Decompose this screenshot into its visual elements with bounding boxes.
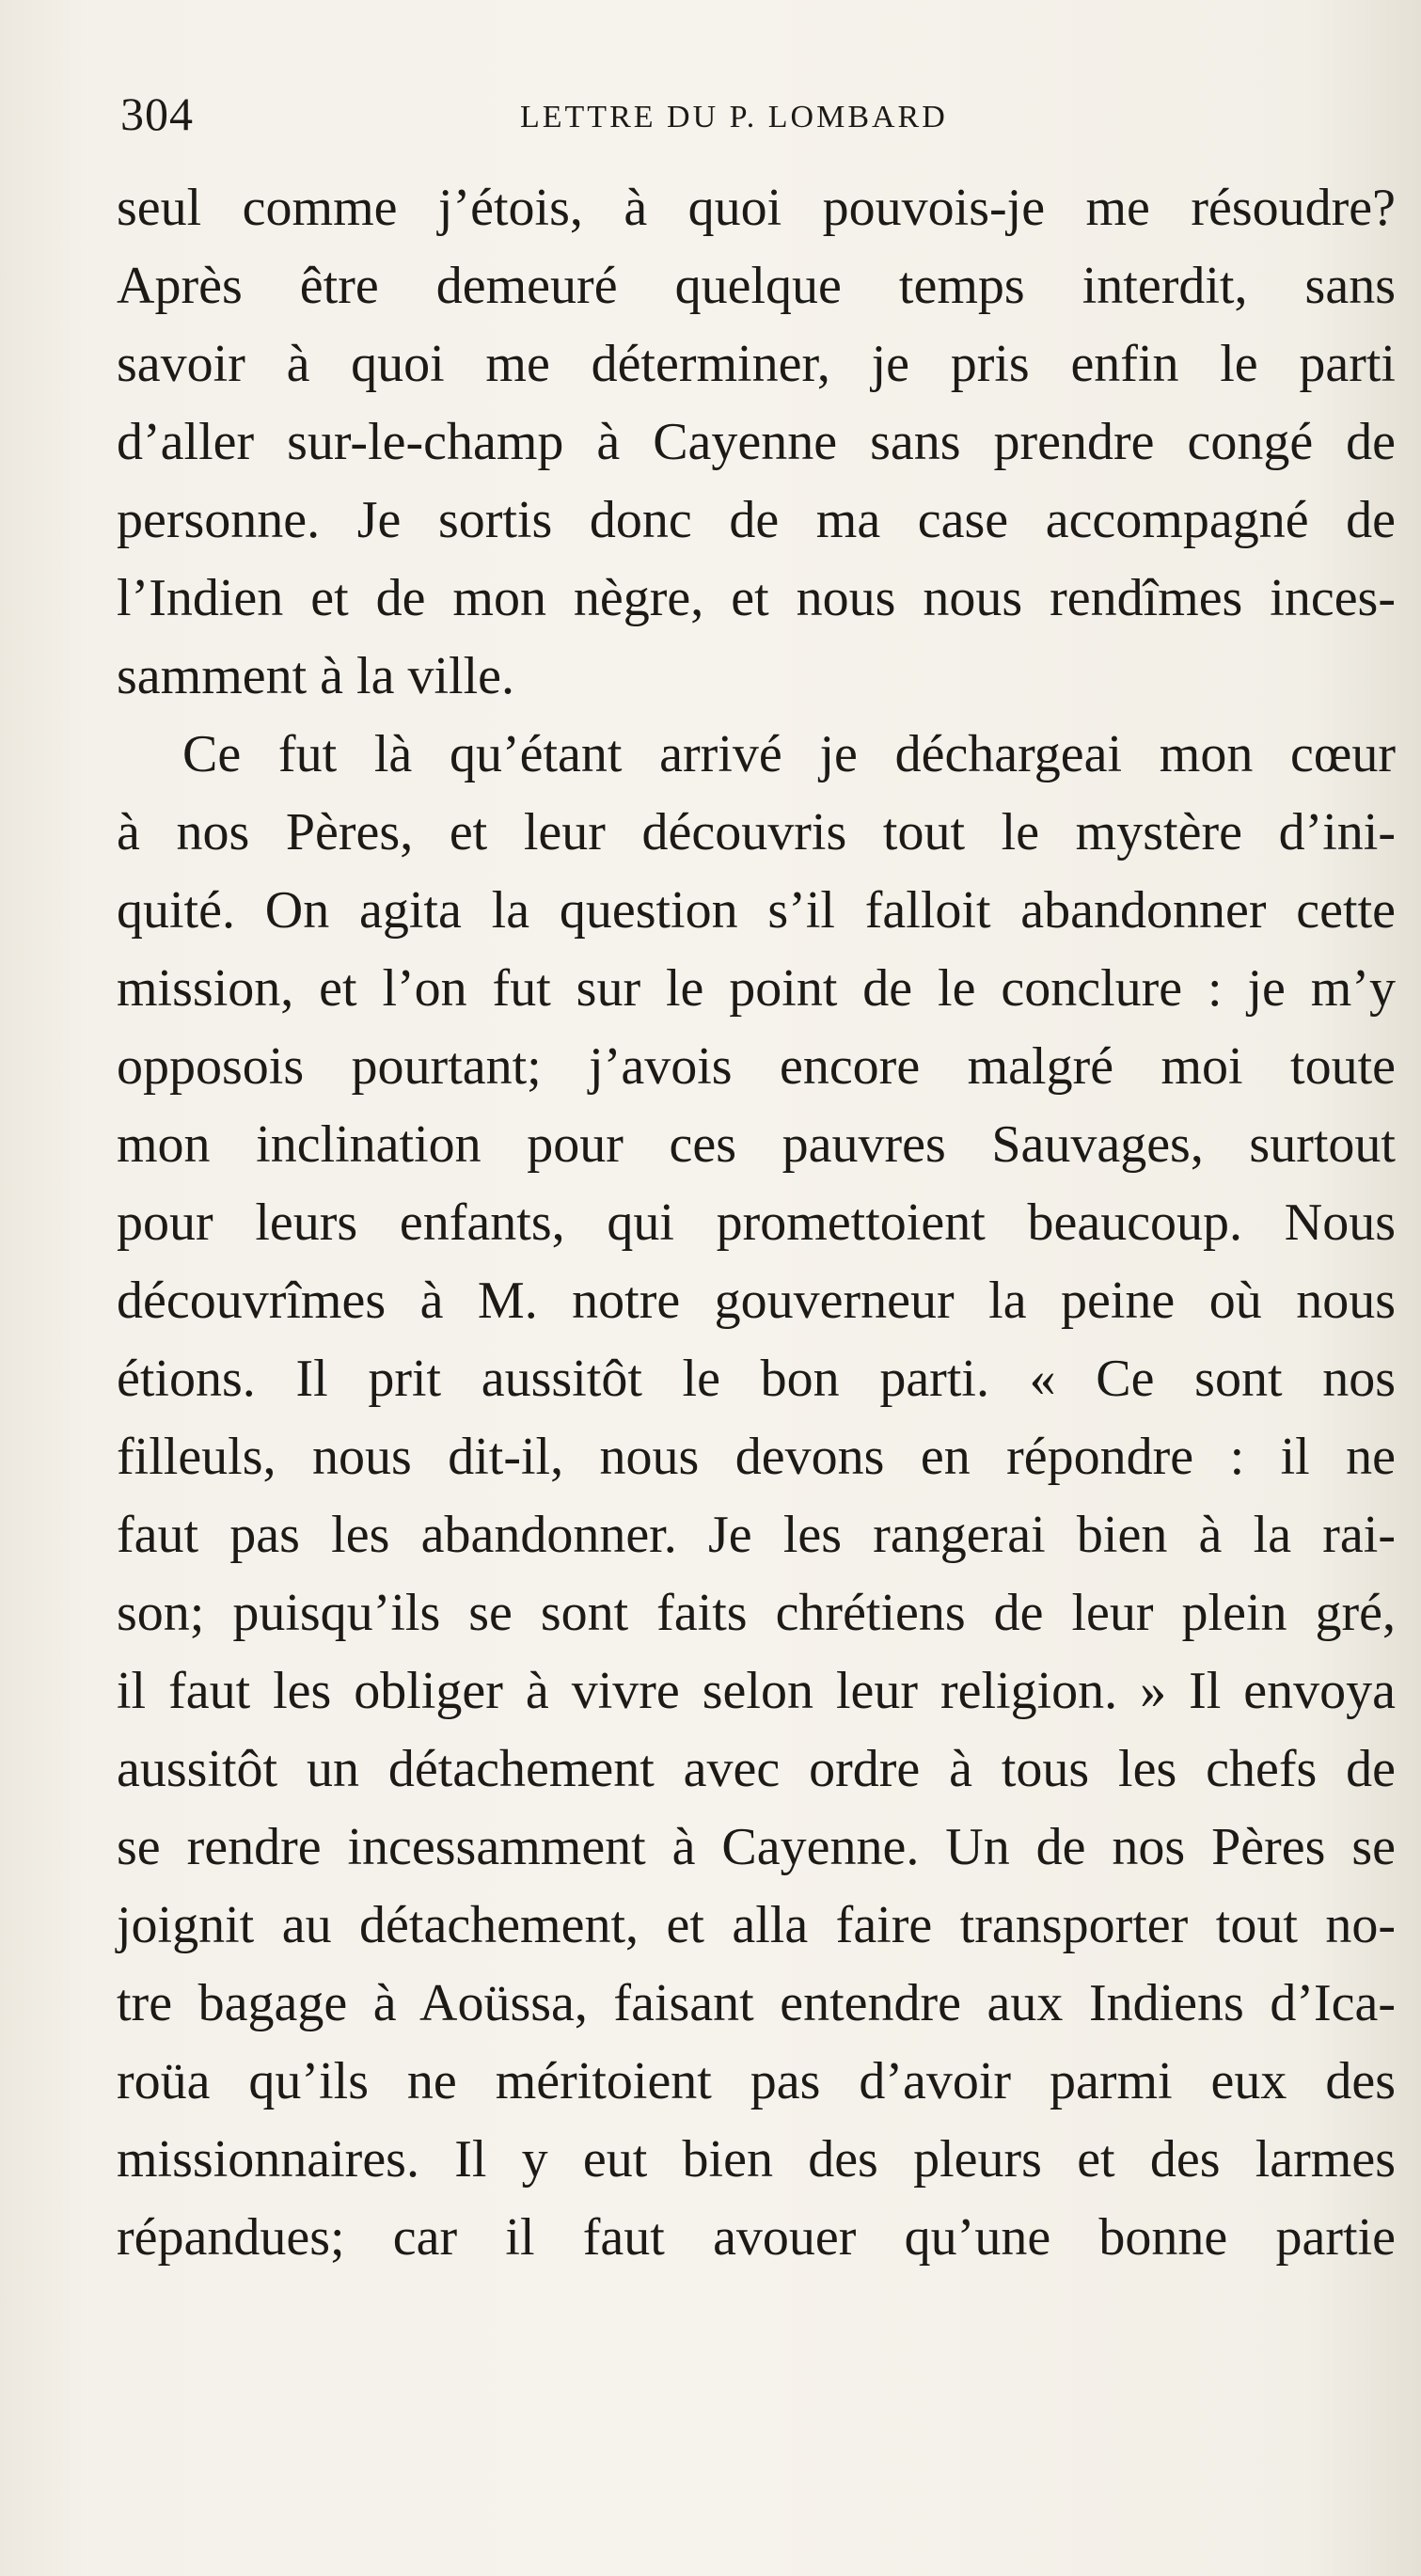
- text-line: son; puisqu’ils se sont faits chrétiens de leur plein gré,: [117, 1584, 1396, 1642]
- page-number: 304: [120, 87, 194, 140]
- text-line: opposois pourtant; j’avois encore malgré moi toute: [117, 1037, 1396, 1096]
- text-line: d’aller sur-le-champ à Cayenne sans prendre congé de: [117, 413, 1396, 471]
- running-head: LETTRE DU P. LOMBARD: [520, 100, 948, 134]
- text-line: joignit au détachement, et alla faire transporter tout no-: [117, 1896, 1396, 1954]
- text-line: se rendre incessamment à Cayenne. Un de nos Pères se: [117, 1818, 1396, 1876]
- text-line: samment à la ville.: [117, 647, 514, 705]
- text-line: filleuls, nous dit-il, nous devons en répondre : il ne: [117, 1428, 1396, 1486]
- text-line: l’Indien et de mon nègre, et nous nous rendîmes inces-: [117, 569, 1396, 627]
- text-line: répandues; car il faut avouer qu’une bonne partie: [117, 2208, 1396, 2267]
- text-line: faut pas les abandonner. Je les rangerai bien à la rai-: [117, 1506, 1396, 1564]
- text-line: pour leurs enfants, qui promettoient beaucoup. Nous: [117, 1193, 1396, 1252]
- page-header: [120, 87, 1362, 152]
- text-line: missionnaires. Il y eut bien des pleurs et des larmes: [117, 2130, 1396, 2189]
- text-line: savoir à quoi me déterminer, je pris enfin le parti: [117, 335, 1396, 393]
- text-line: étions. Il prit aussitôt le bon parti. « Ce sont nos: [117, 1350, 1396, 1408]
- text-line: mon inclination pour ces pauvres Sauvages, surtout: [117, 1115, 1396, 1174]
- text-line: roüa qu’ils ne méritoient pas d’avoir parmi eux des: [117, 2052, 1396, 2110]
- text-line: découvrîmes à M. notre gouverneur la peine où nous: [117, 1272, 1396, 1330]
- text-line: seul comme j’étois, à quoi pouvois-je me résoudre?: [117, 179, 1396, 237]
- text-line: aussitôt un détachement avec ordre à tous les chefs de: [117, 1740, 1396, 1798]
- text-line: à nos Pères, et leur découvris tout le mystère d’ini-: [117, 803, 1396, 861]
- text-line: Ce fut là qu’étant arrivé je déchargeai mon cœur: [182, 725, 1396, 783]
- text-line: Après être demeuré quelque temps interdit, sans: [117, 257, 1396, 315]
- text-line: quité. On agita la question s’il falloit abandonner cette: [117, 881, 1396, 940]
- text-line: mission, et l’on fut sur le point de le conclure : je m’y: [117, 959, 1396, 1018]
- text-line: personne. Je sortis donc de ma case accompagné de: [117, 491, 1396, 549]
- body-text: [117, 169, 1396, 2277]
- text-line: il faut les obliger à vivre selon leur religion. » Il envoya: [117, 1662, 1396, 1720]
- text-line: tre bagage à Aoüssa, faisant entendre aux Indiens d’Ica-: [117, 1974, 1396, 2032]
